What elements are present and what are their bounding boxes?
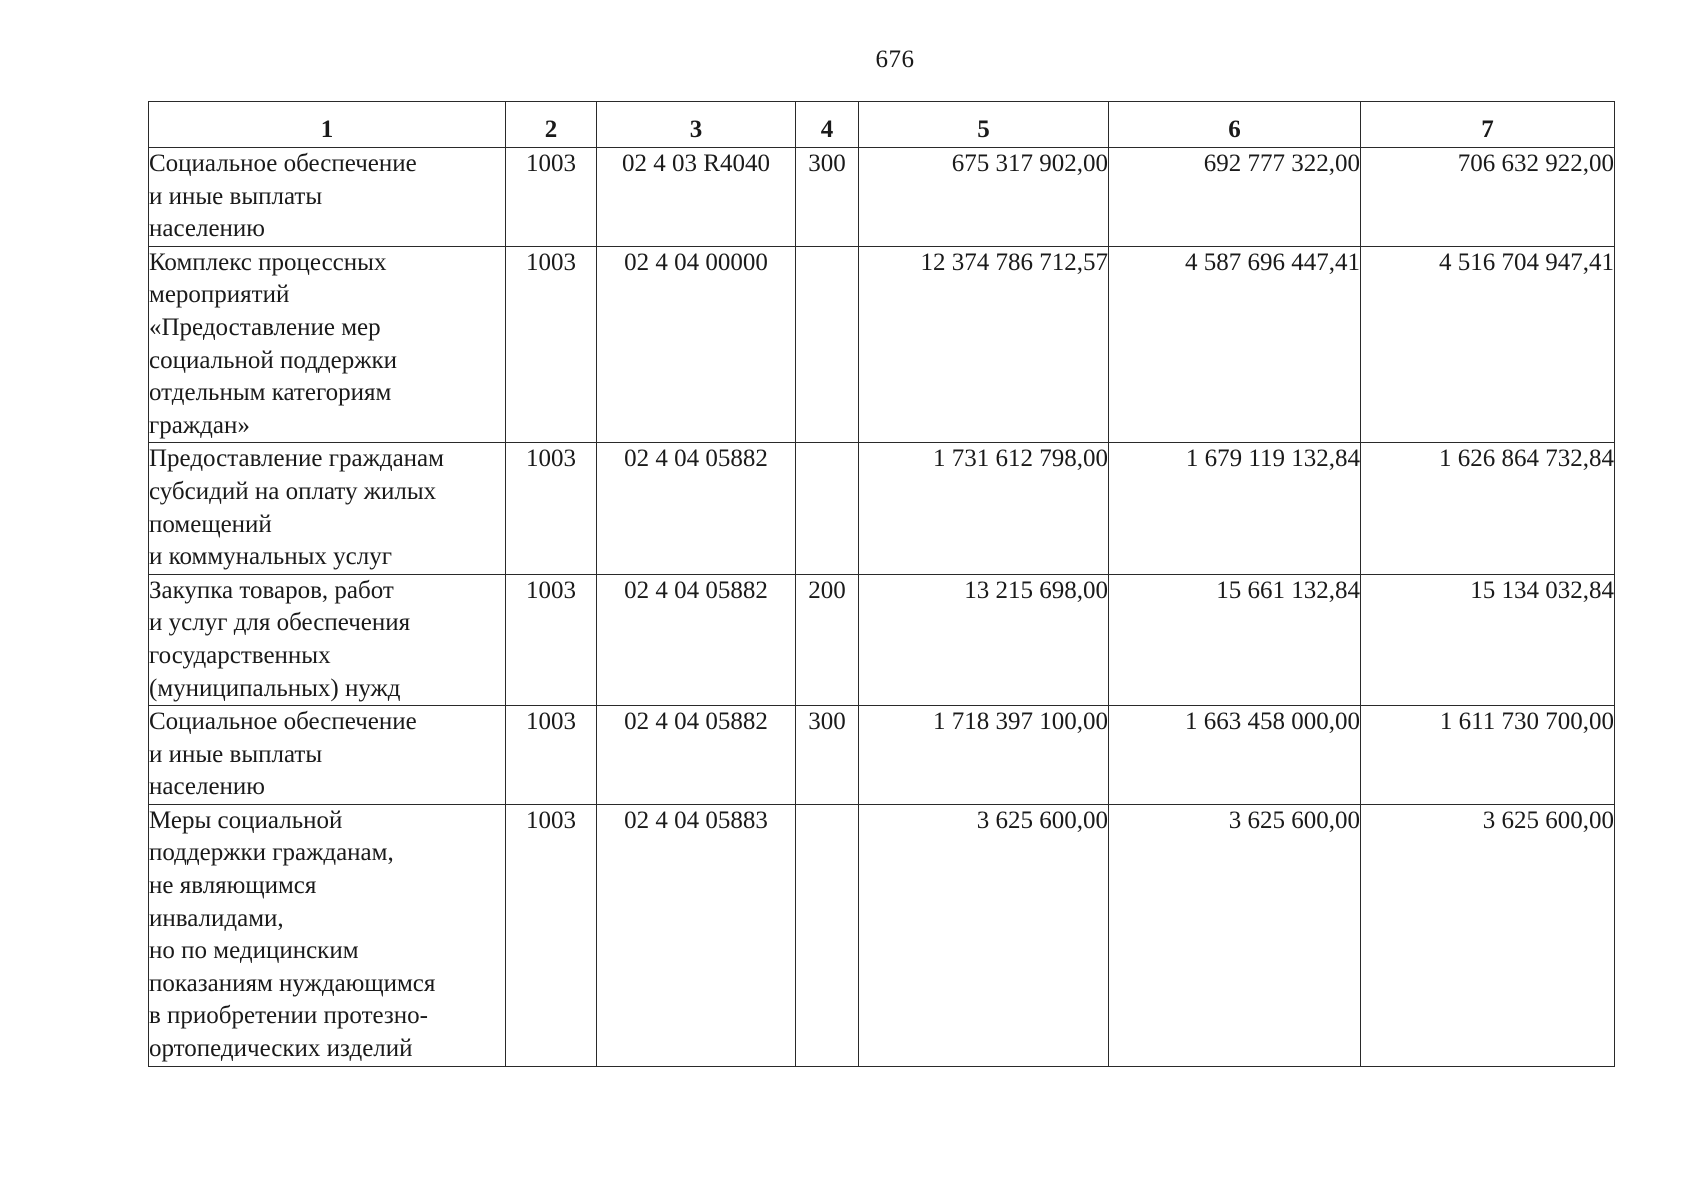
table-row xyxy=(149,574,1615,705)
row-section: 1003 xyxy=(506,574,597,705)
row-year1-amount: 3 625 600,00 xyxy=(859,804,1109,1066)
row-year2-amount: 4 587 696 447,41 xyxy=(1109,246,1361,443)
row-expense-type xyxy=(796,804,859,1066)
table-row xyxy=(149,148,1615,247)
row-target: 02 4 04 00000 xyxy=(597,246,796,443)
row-year3-amount: 1 611 730 700,00 xyxy=(1361,706,1615,805)
row-name: Меры социальной поддержки гражданам, не являющимся инвалидами, но по медицинским показаниям нуждающимся в приобретении протезно- ортопедических изделий xyxy=(149,804,506,1066)
row-year1-amount: 13 215 698,00 xyxy=(859,574,1109,705)
row-expense-type: 300 xyxy=(796,148,859,247)
row-expense-type xyxy=(796,246,859,443)
row-year3-amount: 4 516 704 947,41 xyxy=(1361,246,1615,443)
table-header-row xyxy=(149,102,1615,148)
row-target: 02 4 04 05882 xyxy=(597,574,796,705)
column-header-4: 4 xyxy=(796,102,859,148)
row-section: 1003 xyxy=(506,246,597,443)
table-row xyxy=(149,443,1615,574)
row-year3-amount: 3 625 600,00 xyxy=(1361,804,1615,1066)
row-name: Закупка товаров, работ и услуг для обеспечения государственных (муниципальных) нужд xyxy=(149,574,506,705)
column-header-3: 3 xyxy=(597,102,796,148)
row-expense-type: 300 xyxy=(796,706,859,805)
row-year3-amount: 1 626 864 732,84 xyxy=(1361,443,1615,574)
table-row xyxy=(149,804,1615,1066)
row-year1-amount: 12 374 786 712,57 xyxy=(859,246,1109,443)
row-section: 1003 xyxy=(506,443,597,574)
column-header-7: 7 xyxy=(1361,102,1615,148)
row-name: Социальное обеспечение и иные выплаты населению xyxy=(149,706,506,805)
column-header-5: 5 xyxy=(859,102,1109,148)
row-target: 02 4 04 05883 xyxy=(597,804,796,1066)
row-section: 1003 xyxy=(506,706,597,805)
row-target: 02 4 04 05882 xyxy=(597,443,796,574)
row-target: 02 4 04 05882 xyxy=(597,706,796,805)
row-expense-type: 200 xyxy=(796,574,859,705)
page-number: 676 xyxy=(875,46,915,73)
column-header-1: 1 xyxy=(149,102,506,148)
row-year1-amount: 675 317 902,00 xyxy=(859,148,1109,247)
budget-table xyxy=(148,101,1615,1067)
table-row xyxy=(149,706,1615,805)
row-year3-amount: 15 134 032,84 xyxy=(1361,574,1615,705)
row-year1-amount: 1 718 397 100,00 xyxy=(859,706,1109,805)
row-name: Социальное обеспечение и иные выплаты населению xyxy=(149,148,506,247)
row-year2-amount: 15 661 132,84 xyxy=(1109,574,1361,705)
row-year2-amount: 3 625 600,00 xyxy=(1109,804,1361,1066)
row-year2-amount: 692 777 322,00 xyxy=(1109,148,1361,247)
row-section: 1003 xyxy=(506,804,597,1066)
row-name: Предоставление гражданам субсидий на оплату жилых помещений и коммунальных услуг xyxy=(149,443,506,574)
column-header-6: 6 xyxy=(1109,102,1361,148)
row-section: 1003 xyxy=(506,148,597,247)
row-year2-amount: 1 663 458 000,00 xyxy=(1109,706,1361,805)
table-row xyxy=(149,246,1615,443)
row-year2-amount: 1 679 119 132,84 xyxy=(1109,443,1361,574)
row-year1-amount: 1 731 612 798,00 xyxy=(859,443,1109,574)
row-expense-type xyxy=(796,443,859,574)
row-target: 02 4 03 R4040 xyxy=(597,148,796,247)
column-header-2: 2 xyxy=(506,102,597,148)
row-name: Комплекс процессных мероприятий «Предоставление мер социальной поддержки отдельным категориям граждан» xyxy=(149,246,506,443)
row-year3-amount: 706 632 922,00 xyxy=(1361,148,1615,247)
